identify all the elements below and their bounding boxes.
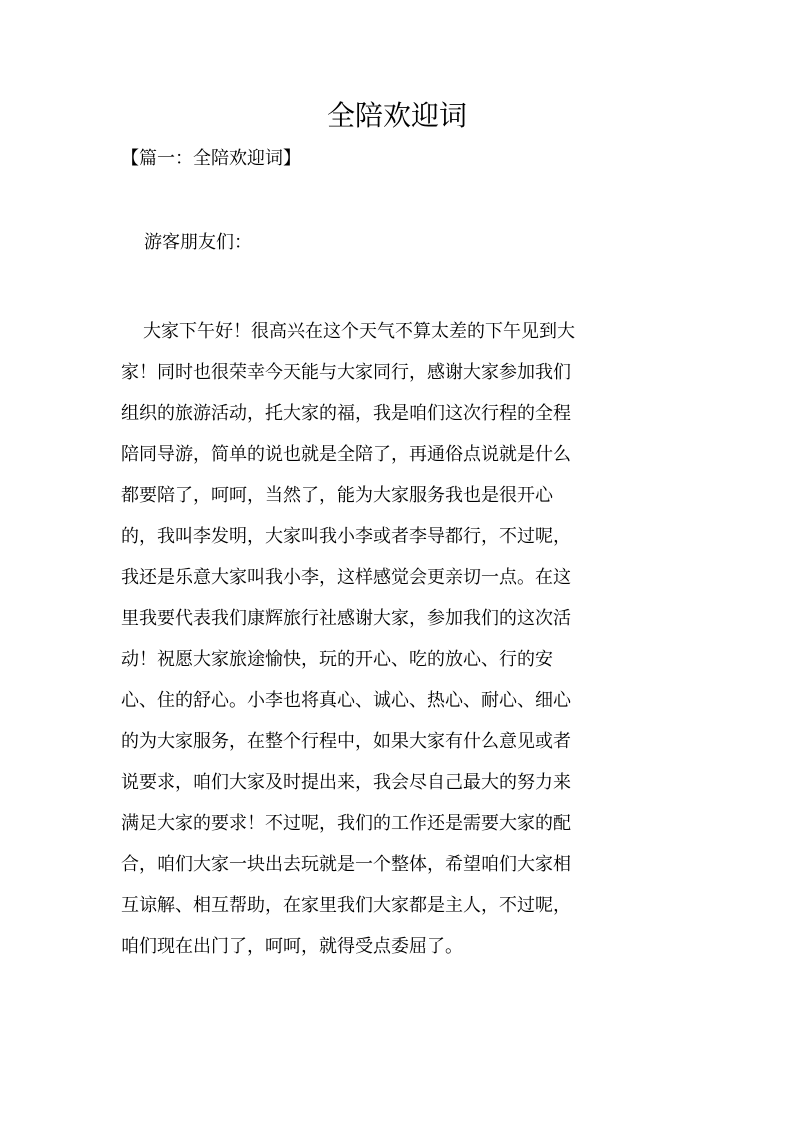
greeting-line: 游客朋友们： [144, 232, 252, 253]
body-line: 里我要代表我们康辉旅行社感谢大家，参加我们的这次活 [121, 608, 571, 629]
body-line: 大家下午好！很高兴在这个天气不算太差的下午见到大 [143, 321, 575, 342]
body-line: 满足大家的要求！不过呢，我们的工作还是需要大家的配 [121, 813, 571, 834]
body-line: 互谅解、相互帮助，在家里我们大家都是主人，不过呢， [121, 895, 571, 916]
body-line: 家！同时也很荣幸今天能与大家同行，感谢大家参加我们 [121, 362, 571, 383]
body-paragraph [121, 311, 681, 967]
body-line: 的为大家服务，在整个行程中，如果大家有什么意见或者 [121, 731, 571, 752]
body-line: 的，我叫李发明，大家叫我小李或者李导都行，不过呢， [121, 526, 571, 547]
body-line: 组织的旅游活动，托大家的福，我是咱们这次行程的全程 [121, 403, 571, 424]
body-line: 合，咱们大家一块出去玩就是一个整体，希望咱们大家相 [121, 854, 571, 875]
body-line: 都要陪了，呵呵，当然了，能为大家服务我也是很开心 [121, 485, 553, 506]
body-line: 陪同导游，简单的说也就是全陪了，再通俗点说就是什么 [121, 444, 571, 465]
document-title: 全陪欢迎词 [326, 99, 467, 132]
section-heading: 【篇一：全陪欢迎词】 [121, 148, 301, 169]
body-line: 动！祝愿大家旅途愉快，玩的开心、吃的放心、行的安 [121, 649, 553, 670]
body-line: 心、住的舒心。小李也将真心、诚心、热心、耐心、细心 [121, 690, 571, 711]
body-line: 咱们现在出门了，呵呵，就得受点委屈了。 [121, 936, 463, 957]
body-line: 我还是乐意大家叫我小李，这样感觉会更亲切一点。在这 [121, 567, 571, 588]
body-line: 说要求，咱们大家及时提出来，我会尽自己最大的努力来 [121, 772, 571, 793]
